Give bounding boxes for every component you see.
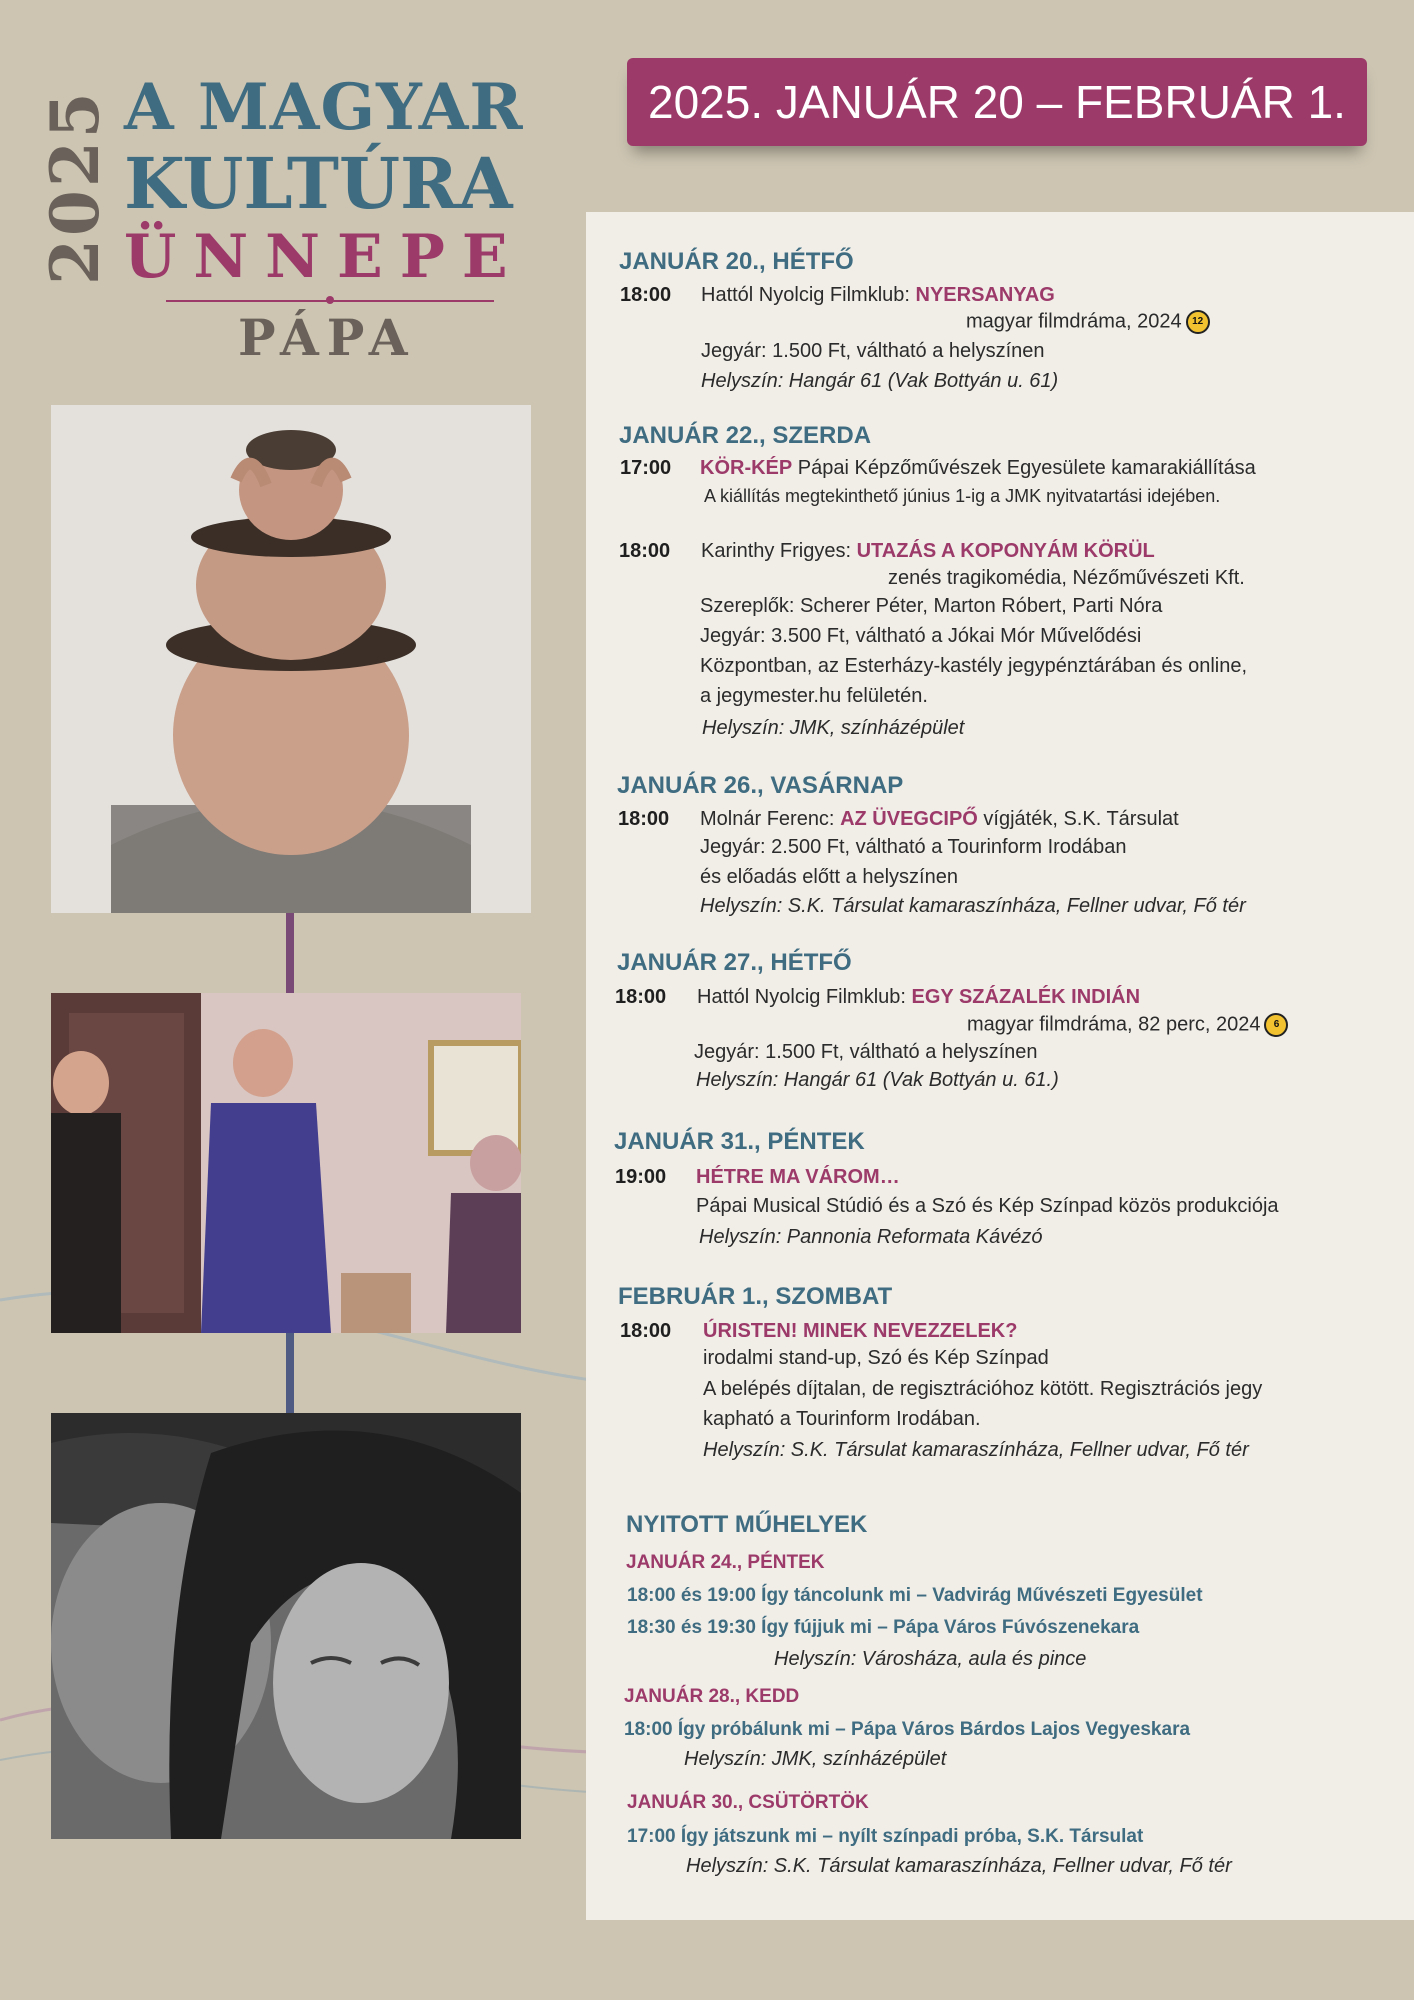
event-subtitle: magyar filmdráma, 82 perc, 2024 [967, 1013, 1261, 1036]
event-headline [701, 540, 1155, 563]
event-subtitle: irodalmi stand-up, Szó és Kép Színpad [703, 1347, 1049, 1369]
event-time: 18:00 [618, 808, 670, 830]
event-venue: Helyszín: Hangár 61 (Vak Bottyán u. 61) [701, 370, 1059, 392]
event-prefix: Molnár Ferenc: [700, 808, 841, 830]
photo-black-white-couple [51, 1413, 521, 1839]
program-panel [586, 212, 1414, 1920]
event-date: JANUÁR 20., HÉTFŐ [619, 248, 854, 275]
event-title: NYERSANYAG [915, 284, 1055, 306]
event-date: JANUÁR 22., SZERDA [619, 422, 872, 449]
photo-connector [286, 1333, 294, 1413]
event-price-line: Központban, az Esterházy-kastély jegypénztárában és online, [700, 655, 1248, 677]
event-date: JANUÁR 27., HÉTFŐ [617, 949, 852, 976]
event-headline [700, 808, 1179, 831]
event-venue: Helyszín: S.K. Társulat kamaraszínháza, Fellner udvar, Fő tér [703, 1439, 1249, 1461]
event-prefix: Hattól Nyolcig Filmklub: [701, 284, 916, 306]
event-price-line: a jegymester.hu felületén. [700, 685, 928, 707]
workshop-date: JANUÁR 30., CSÜTÖRTÖK [627, 1792, 869, 1813]
event-price: Jegyár: 1.500 Ft, váltható a helyszínen [694, 1041, 1038, 1063]
event-venue: Helyszín: S.K. Társulat kamaraszínháza, Fellner udvar, Fő tér [700, 895, 1246, 917]
event-subtitle-line [967, 1013, 1288, 1037]
age-rating-icon: 12 [1186, 310, 1210, 334]
workshop-item: 18:00 és 19:00 Így táncolunk mi – Vadvirág Művészeti Egyesület [627, 1585, 1203, 1606]
event-price-line: A belépés díjtalan, de regisztrációhoz kötött. Regisztrációs jegy [703, 1378, 1263, 1400]
event-subtitle: magyar filmdráma, 2024 [966, 310, 1182, 333]
event-price-line: kapható a Tourinform Irodában. [703, 1408, 981, 1430]
festival-city: PÁPA [238, 308, 416, 367]
event-suffix: Pápai Képzőművészek Egyesülete kamarakiállítása [792, 457, 1256, 479]
festival-year: 2025 [36, 89, 114, 285]
date-range-banner: 2025. JANUÁR 20 – FEBRUÁR 1. [627, 58, 1367, 146]
event-price-line: Jegyár: 3.500 Ft, váltható a Jókai Mór Művelődési [700, 625, 1142, 647]
event-price-line: és előadás előtt a helyszínen [700, 866, 958, 888]
event-prefix: Hattól Nyolcig Filmklub: [697, 986, 912, 1008]
event-headline [701, 284, 1055, 307]
event-time: 18:00 [615, 986, 667, 1008]
event-title: UTAZÁS A KOPONYÁM KÖRÜL [856, 540, 1155, 562]
event-time: 17:00 [620, 457, 672, 479]
workshop-venue: Helyszín: Városháza, aula és pince [774, 1648, 1087, 1670]
event-time: 18:00 [620, 1320, 672, 1342]
event-date: FEBRUÁR 1., SZOMBAT [618, 1283, 893, 1310]
event-headline [703, 1320, 1017, 1343]
event-title: HÉTRE MA VÁROM… [696, 1166, 900, 1188]
event-date: JANUÁR 31., PÉNTEK [614, 1128, 865, 1155]
event-venue: Helyszín: Pannonia Reformata Kávézó [699, 1226, 1043, 1248]
festival-title-line1: A MAGYAR [124, 70, 524, 145]
event-headline [697, 986, 1140, 1009]
event-time: 18:00 [619, 540, 671, 562]
event-suffix: vígjáték, S.K. Társulat [977, 808, 1179, 830]
event-time: 18:00 [620, 284, 672, 306]
workshop-date: JANUÁR 28., KEDD [624, 1686, 800, 1707]
festival-title-line3: ÜNNEPE [124, 222, 525, 292]
event-cast: Szereplők: Scherer Péter, Marton Róbert, Parti Nóra [700, 595, 1163, 617]
photo-connector [286, 913, 294, 993]
photo-actor-portrait [51, 405, 531, 913]
event-title: AZ ÜVEGCIPŐ [840, 808, 978, 830]
workshop-venue: Helyszín: JMK, színházépület [684, 1748, 947, 1770]
event-subtitle: Pápai Musical Stúdió és a Szó és Kép Színpad közös produkciója [696, 1195, 1279, 1217]
age-rating-icon: 6 [1264, 1013, 1288, 1037]
event-venue: Helyszín: Hangár 61 (Vak Bottyán u. 61.) [696, 1069, 1059, 1091]
event-title: KÖR-KÉP [700, 457, 793, 479]
workshop-venue: Helyszín: S.K. Társulat kamaraszínháza, Fellner udvar, Fő tér [686, 1855, 1232, 1877]
event-headline [696, 1166, 900, 1189]
workshop-item: 17:00 Így játszunk mi – nyílt színpadi próba, S.K. Társulat [627, 1826, 1144, 1847]
workshop-item: 18:00 Így próbálunk mi – Pápa Város Bárdos Lajos Vegyeskara [624, 1719, 1191, 1740]
event-date: JANUÁR 26., VASÁRNAP [617, 772, 904, 799]
event-time: 19:00 [615, 1166, 667, 1188]
event-title: ÚRISTEN! MINEK NEVEZZELEK? [703, 1320, 1018, 1342]
event-subtitle-line [966, 310, 1210, 334]
event-subtitle: zenés tragikomédia, Nézőművészeti Kft. [888, 567, 1245, 589]
title-divider-ornament [326, 296, 334, 304]
event-headline [700, 457, 1256, 480]
event-title: EGY SZÁZALÉK INDIÁN [911, 986, 1141, 1008]
photo-theatre-scene [51, 993, 521, 1333]
event-price: Jegyár: 1.500 Ft, váltható a helyszínen [701, 340, 1045, 362]
event-price-line: Jegyár: 2.500 Ft, váltható a Tourinform Irodában [700, 836, 1127, 858]
festival-title-line2: KULTÚRA [124, 142, 513, 225]
workshop-date: JANUÁR 24., PÉNTEK [626, 1552, 825, 1573]
event-prefix: Karinthy Frigyes: [701, 540, 857, 562]
event-note: A kiállítás megtekinthető június 1-ig a JMK nyitvatartási idejében. [704, 486, 1221, 506]
workshops-heading: NYITOTT MŰHELYEK [626, 1511, 868, 1538]
event-venue: Helyszín: JMK, színházépület [702, 717, 965, 739]
workshop-item: 18:30 és 19:30 Így fújjuk mi – Pápa Város Fúvószenekara [627, 1617, 1140, 1638]
